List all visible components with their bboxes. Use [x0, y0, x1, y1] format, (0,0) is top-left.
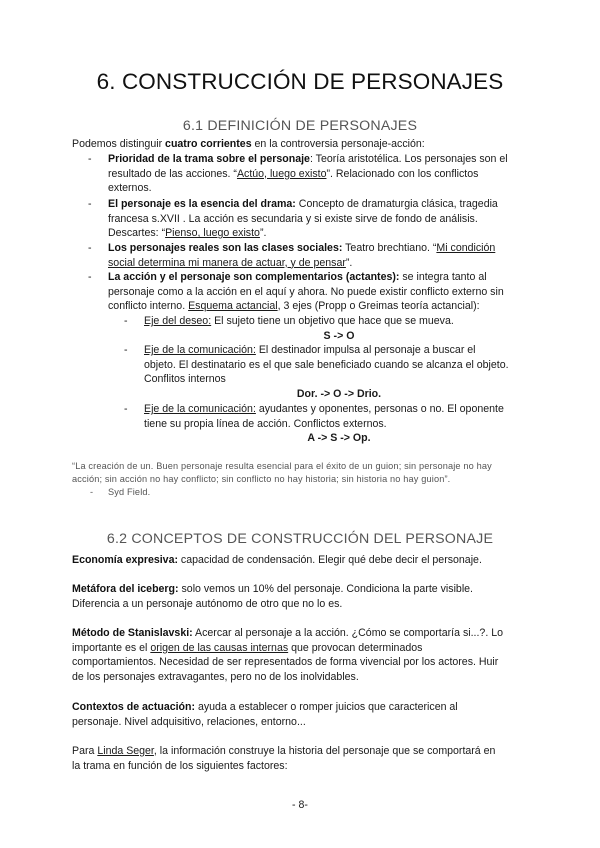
axis-title: Eje del deseo:: [144, 315, 212, 327]
term-text: ayuda a establecer o romper juicios que caractericen al: [195, 701, 458, 713]
axis-item: [144, 402, 534, 446]
intro-bold: cuatro corrientes: [165, 138, 252, 150]
quote-line: “La creación de un. Buen personaje resulta esencial para el éxito de un guion; sin personaje no hay: [72, 461, 492, 471]
axis-item: [144, 314, 534, 343]
bullet-dash: -: [88, 242, 92, 254]
syd-field-quote: [72, 460, 542, 499]
item-text: ”. Relacionado con los conflictos: [326, 167, 479, 180]
axis-text: tiene su propia línea de acción. Conflictos externos.: [144, 417, 387, 430]
term-text: personaje. Nivel adquisitivo, relaciones, entorno...: [72, 715, 306, 728]
list-item: [108, 270, 548, 314]
term-text: Para: [72, 745, 98, 757]
item-text: , 3 ejes (Propp o Greimas teoría actancial):: [277, 300, 480, 313]
term-text: , la información construye la historia del personaje que se comportará en: [153, 745, 496, 757]
axis-title: Eje de la comunicación:: [144, 344, 256, 356]
item-text: conflicto interno.: [108, 300, 189, 313]
axis-formula: A -> S -> Op.: [307, 432, 371, 445]
term-bold: Contextos de actuación:: [72, 701, 196, 713]
section-heading-definicion: 6.1 DEFINICIÓN DE PERSONAJES: [182, 118, 418, 134]
axis-formula: S -> O: [323, 329, 355, 342]
item-text: ”.: [259, 227, 267, 240]
item-bold: Los personajes reales son las clases sociales:: [108, 242, 343, 254]
term-underlined: origen de las causas internas: [150, 641, 289, 654]
item-bold: El personaje es la esencia del drama:: [108, 198, 296, 210]
term-bold: Metáfora del iceberg:: [72, 583, 179, 595]
axis-title: Eje de la comunicación:: [144, 403, 256, 415]
axis-item: [144, 343, 534, 401]
axis-formula: Dor. -> O -> Drio.: [296, 387, 382, 400]
intro-text-post: en la controversia personaje-acción:: [251, 138, 425, 150]
term-text: la trama en función de los siguientes factores:: [72, 759, 288, 772]
axis-text: objeto. El destinatario es el que sale beneficiado cuando se alcanza el objeto.: [144, 358, 509, 371]
item-text: personaje como a la acción en el aquí y ahora. No puede existir conflicto externo sin: [108, 285, 504, 298]
item-text: Teatro brechtiano. “: [342, 242, 437, 254]
bullet-dash: -: [88, 198, 92, 210]
quote-line: acción; sin acción no hay conflicto; sin conflicto no hay historia; sin historia no hay guion”.: [72, 474, 451, 484]
bullet-dash: -: [124, 403, 128, 415]
axis-text: El destinador impulsa al personaje a buscar el: [255, 344, 476, 356]
item-bold: La acción y el personaje son complementarios (actantes):: [108, 271, 400, 283]
paragraph-stanislavski: [72, 626, 542, 684]
item-text: Descartes: “: [108, 227, 166, 240]
intro-text: Podemos distinguir: [72, 138, 166, 150]
term-text: importante es el: [72, 641, 151, 654]
bullet-dash: -: [88, 271, 92, 283]
term-text: solo vemos un 10% del personaje. Condiciona la parte visible.: [178, 583, 474, 595]
term-text: comportamientos. Necesidad de ser representados de forma vivencial por los actores. Huir: [72, 656, 499, 669]
term-text: capacidad de condensación. Elegir qué debe decir el personaje.: [177, 554, 482, 566]
axis-text: Conflitos internos: [144, 373, 226, 386]
bullet-dash: -: [90, 487, 94, 497]
term-underlined: Linda Seger: [97, 745, 154, 757]
list-item: [108, 152, 538, 196]
item-text: ”.: [345, 256, 353, 269]
item-text: resultado de las acciones. “: [108, 167, 237, 180]
bullet-dash: -: [124, 344, 128, 356]
item-bold: Prioridad de la trama sobre el personaje: [108, 153, 310, 165]
term-text: de los personajes extravagantes, pero no de los inolvidables.: [72, 670, 359, 683]
item-underlined: Mi condición: [436, 242, 496, 254]
corrientes-list: [88, 152, 548, 452]
section-heading-conceptos: 6.2 CONCEPTOS DE CONSTRUCCIÓN DEL PERSONAJE: [106, 531, 494, 547]
page-number: - 8-: [292, 799, 308, 811]
item-underlined: Actúo, luego existo: [236, 167, 327, 180]
list-item: [108, 197, 538, 241]
item-text: : Teoría aristotélica. Los personajes son el: [309, 153, 508, 165]
list-item: [108, 241, 538, 270]
term-text: Acercar al personaje a la acción. ¿Cómo se comportaría si...?. Lo: [192, 627, 503, 639]
quote-author: Syd Field.: [108, 487, 151, 497]
paragraph-economia: [72, 553, 532, 568]
bullet-dash: -: [124, 315, 128, 327]
paragraph-iceberg: [72, 582, 542, 611]
term-text: Diferencia a un personaje autónomo de otro que no lo es.: [72, 597, 343, 610]
item-underlined: social determina mi manera de actuar, y de pensar: [108, 256, 346, 269]
term-text: que provocan determinados: [288, 641, 423, 654]
item-underlined: Pienso, luego existo: [165, 227, 260, 240]
bullet-dash: -: [88, 153, 92, 165]
intro-line: [72, 137, 532, 152]
item-text: francesa s.XVII . La acción es secundaria y si existe sirve de fondo de análisis.: [108, 212, 478, 225]
page-title: 6. CONSTRUCCIÓN DE PERSONAJES: [96, 69, 504, 94]
item-underlined: Esquema actancial: [188, 300, 278, 313]
paragraph-contextos: [72, 700, 542, 729]
item-text: Concepto de dramaturgia clásica, tragedia: [295, 198, 498, 210]
axis-text: ayudantes y oponentes, personas o no. El oponente: [255, 403, 504, 415]
term-bold: Economía expresiva:: [72, 554, 178, 566]
axis-text: El sujeto tiene un objetivo que hace que se mueva.: [211, 315, 454, 327]
term-bold: Método de Stanislavski:: [72, 627, 193, 639]
paragraph-seger: [72, 744, 542, 773]
item-text: externos.: [108, 182, 152, 195]
item-text: se integra tanto al: [399, 271, 487, 283]
